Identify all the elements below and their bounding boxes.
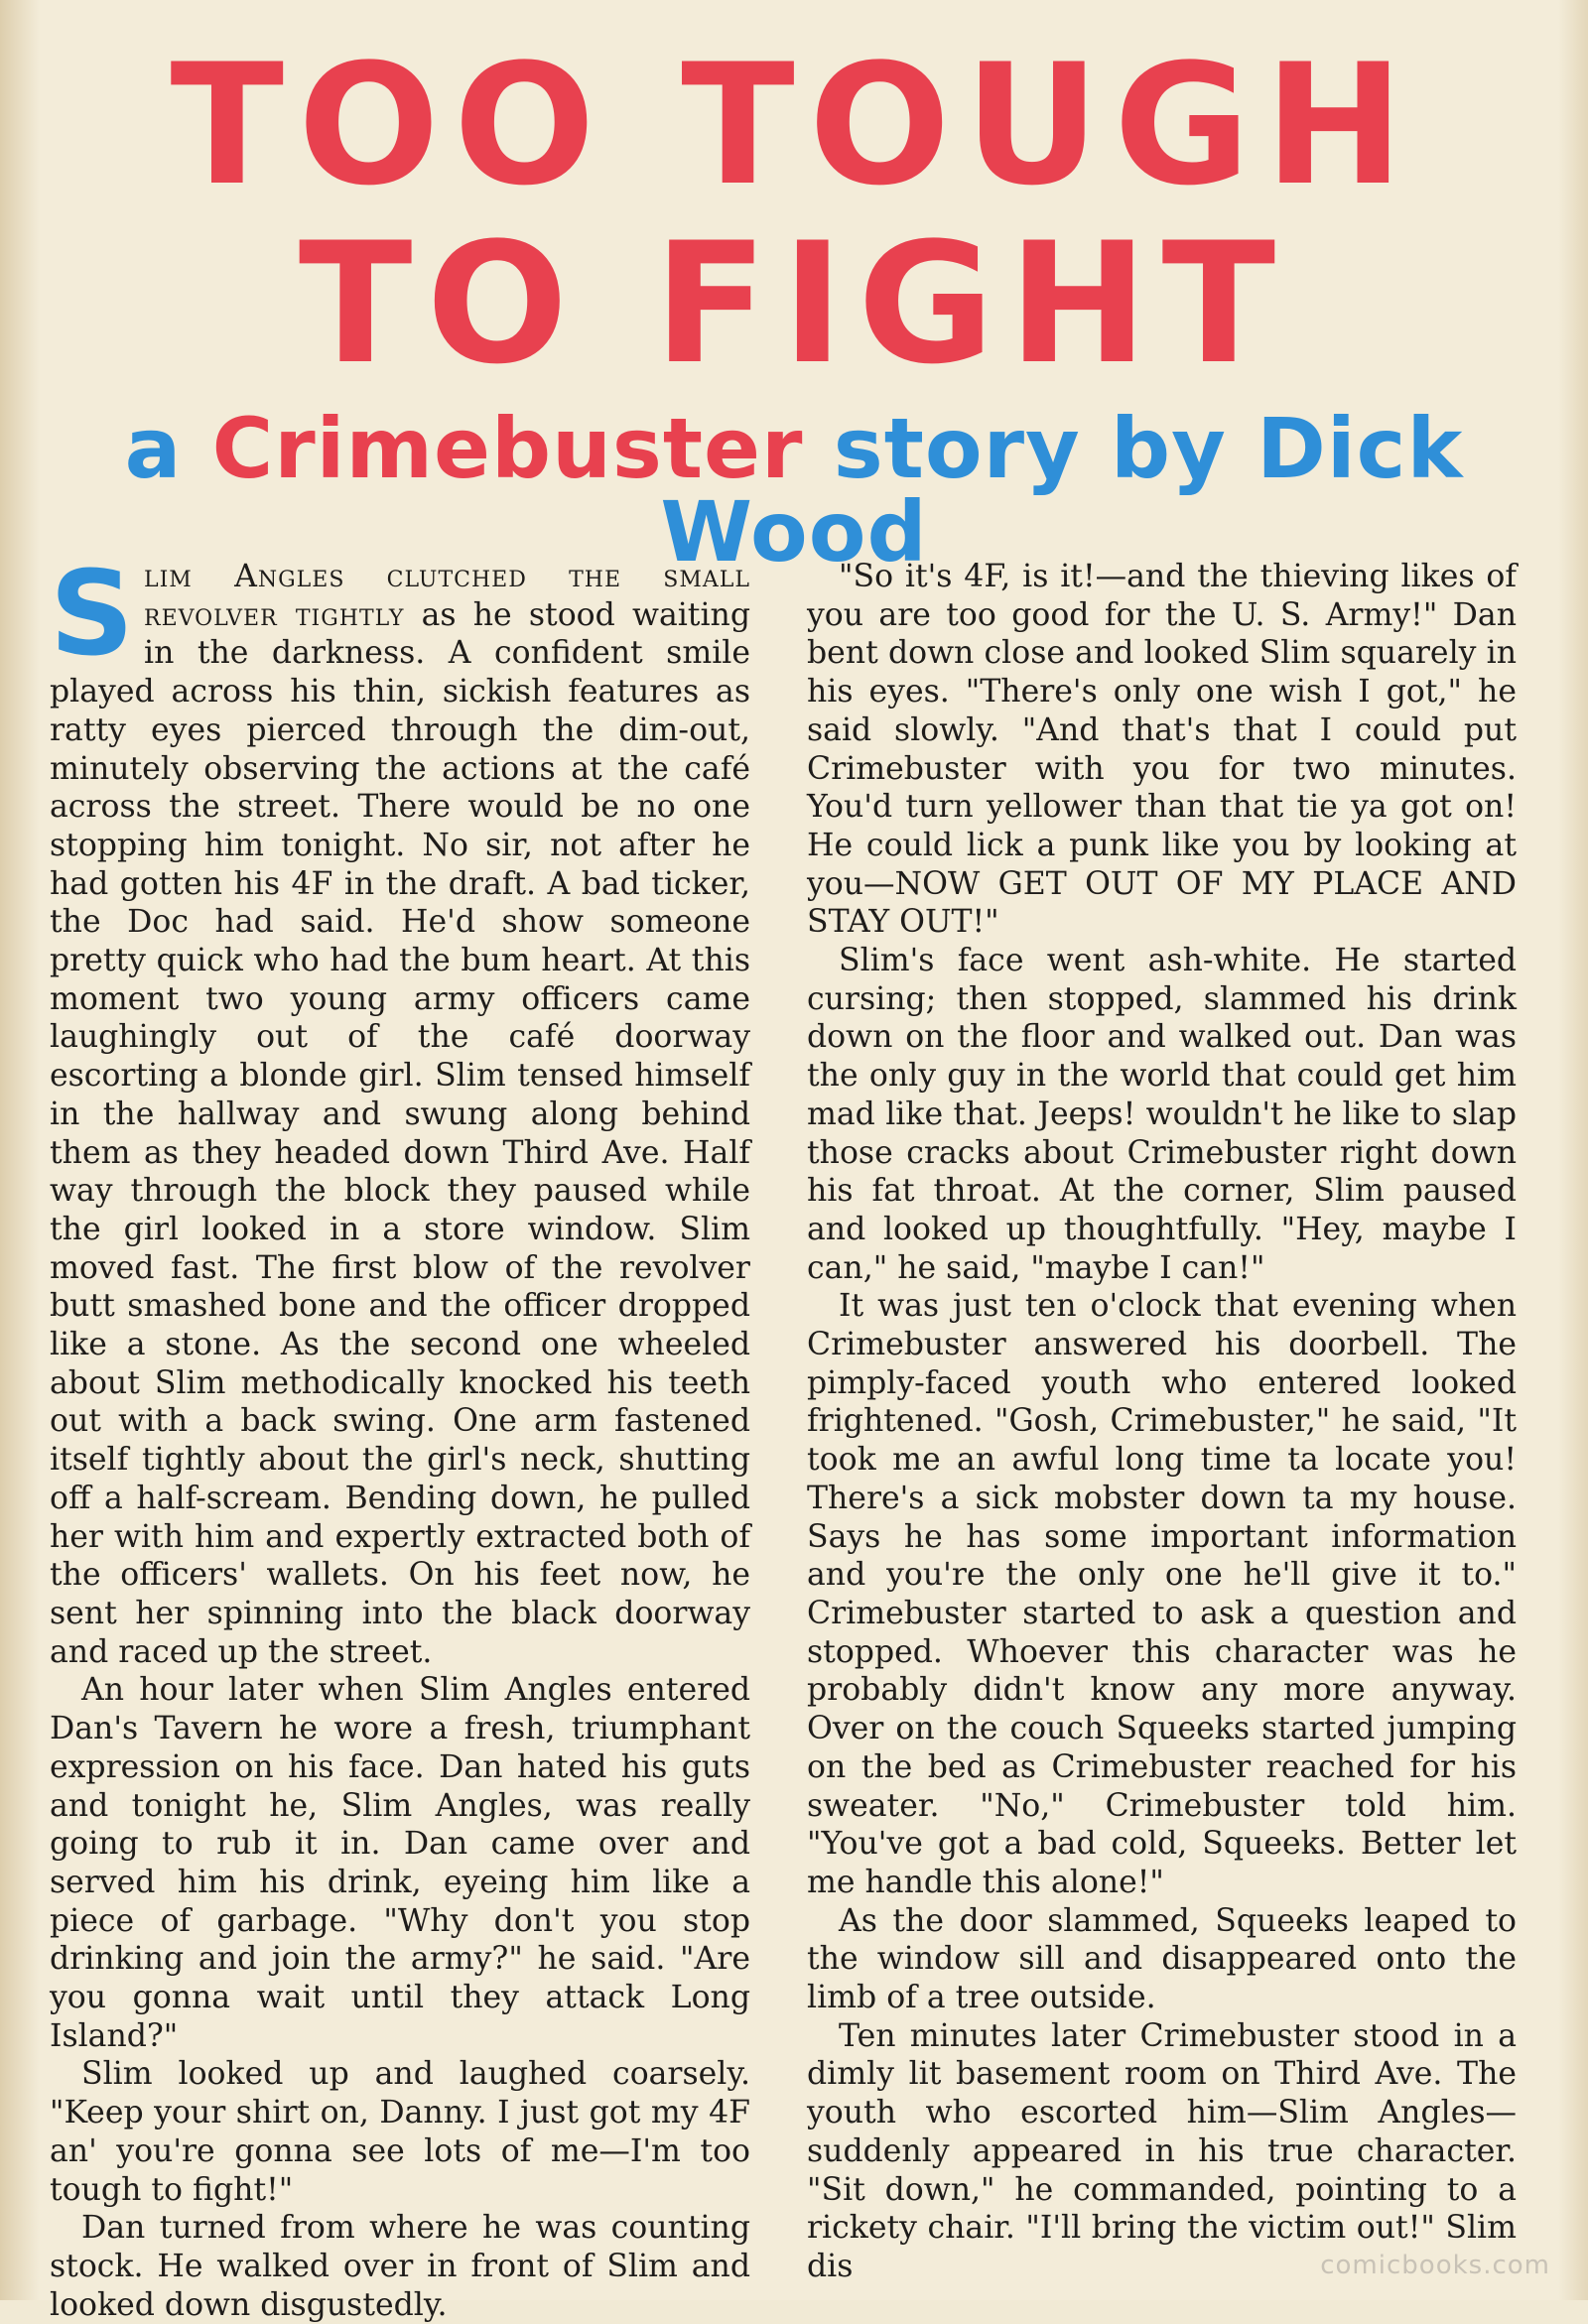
story-paragraph: Ten minutes later Crimebuster stood in a dimly lit basement room on Third Ave. The youth who escorted him—Slim Angles—suddenly appeared in his true character. "Sit down," he commanded, pointing to a rickety chair. "I'll bring the victim out!" Slim dis [807,2017,1517,2284]
story-column-right [807,558,1517,2286]
byline-author: Dick Wood [660,400,1464,581]
byline-prefix: a [124,400,183,497]
site-watermark: comicbooks.com [1320,2251,1550,2280]
story-paragraph: Slim's face went ash-white. He started cursing; then stopped, slammed his drink down on the floor and walked out. Dan was the only guy in the world that could get him mad like that. Jeeps! wouldn't he like to slap those cracks about Crimebuster right down his fat throat. At the corner, Slim paused and looked up thoughtfully. "Hey, maybe I can," he said, "maybe I can!" [807,943,1517,1286]
story-byline [0,400,1588,581]
story-paragraph: An hour later when Slim Angles entered Dan's Tavern he wore a fresh, triumphant expression on his face. Dan hated his guts and tonight he, Slim Angles, was really going to rub it in. Dan came over and served him his drink, eyeing him like a piece of garbage. "Why don't you stop drinking and join the army?" he said. "Are you gonna wait until they attack Long Island?" [50,1672,750,2054]
story-paragraph: Slim looked up and laughed coarsely. "Keep your shirt on, Danny. I just got my 4F an' you're gonna see lots of me—I'm too tough to fight!" [50,2056,750,2208]
story-title-line-2: TO FIGHT [298,206,1290,401]
story-paragraph: "So it's 4F, is it!—and the thieving likes of you are too good for the U. S. Army!" Dan bent down close and looked Slim squarely in his eyes. "There's only one wish I got," he said slowly. "And that's that I could put Crimebuster with you for two minutes. You'd turn yellower than that tie ya got on! He could lick a punk like you by looking at you—NOW GET OUT OF MY PLACE AND STAY OUT!" [807,559,1517,941]
byline-series: Crimebuster [211,400,804,497]
story-paragraph: As the door slammed, Squeeks leaped to the window sill and disappeared onto the limb of a tree outside. [807,1902,1517,2016]
lead-in-smallcaps: lim Angles clutched the small revolver tightly [144,559,750,633]
paragraph-text: as he stood waiting in the darkness. A confident smile played across his thin, sickish features as ratty eyes pierced through the dim-out, minutely observing the actions at the café across the street. There would be no one stopping him tonight. No sir, not after he had gotten his 4F in the draft. A bad ticker, the Doc had said. He'd show someone pretty quick who had the bum heart. At this moment two young army officers came laughingly out of the café doorway escorting a blonde girl. Slim tensed himself in the hallway and swung along behind them as they headed down Third Ave. Half way through the block they paused while the girl looked in a store window. Slim moved fast. The first blow of the revolver butt smashed bone and the officer dropped like a stone. As the second one wheeled about Slim methodically knocked his teeth out with a back swing. One arm fastened itself tightly about the girl's neck, shutting off a half-scream. Bending down, he pulled her with him and expertly extracted both of the officers' wallets. On his feet now, he sent her spinning into the black doorway and raced up the street. [50,596,750,1670]
drop-cap: S [50,545,134,682]
byline-middle: story by [833,400,1227,497]
story-paragraph [50,545,750,1671]
story-paragraph: Dan turned from where he was counting stock. He walked over in front of Slim and looked down disgustedly. [50,2210,750,2323]
story-paragraph: It was just ten o'clock that evening when Crimebuster answered his doorbell. The pimply-faced youth who entered looked frightened. "Gosh, Crimebuster," he said, "It took me an awful long time ta locate you! There's a sick mobster down ta my house. Says he has some important information and you're the only one he'll give it to." Crimebuster started to ask a question and stopped. Whoever this character was he probably didn't know any more anyway. Over on the couch Squeeks started jumping on the bed as Crimebuster reached for his sweater. "No," Crimebuster told him. "You've got a bad cold, Squeeks. Better let me handle this alone!" [807,1288,1517,1900]
story-title-line-1: TOO TOUGH [170,28,1418,222]
story-column-left [50,545,750,2324]
